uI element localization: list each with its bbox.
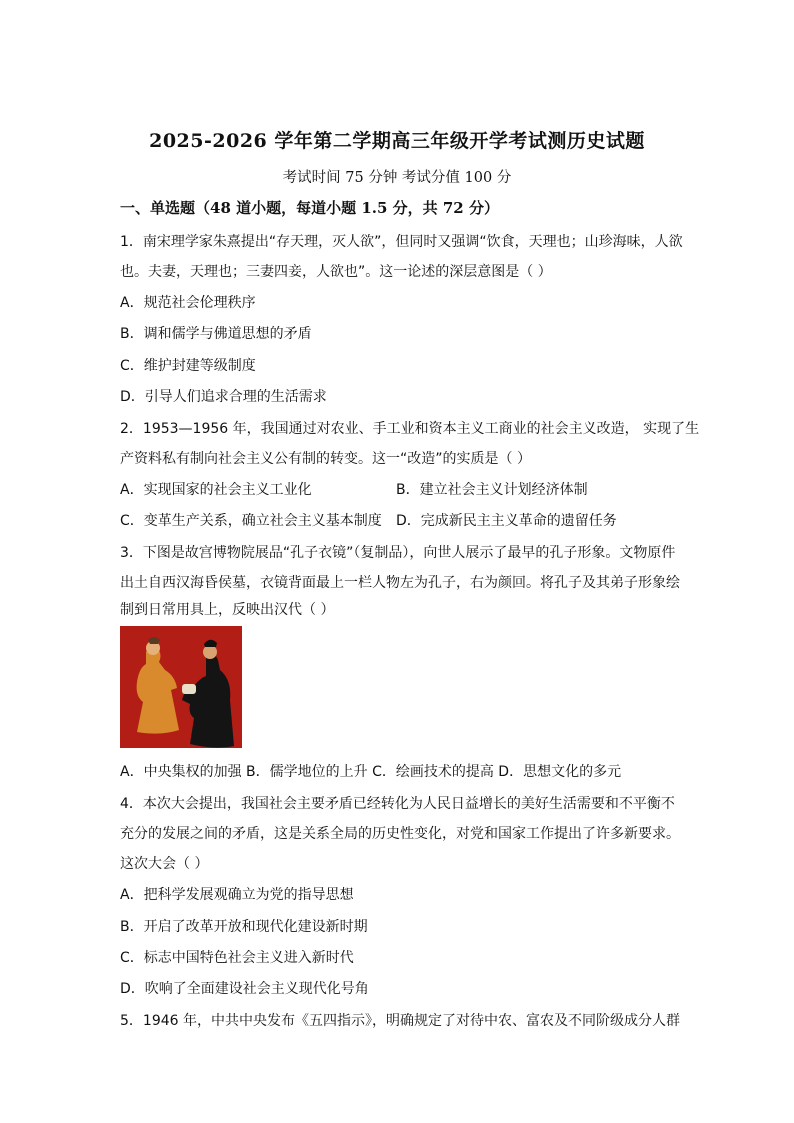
offered-object [182, 684, 196, 694]
q1-option-b: B．调和儒学与佛道思想的矛盾 [120, 326, 312, 342]
q3-options: A．中央集权的加强 B．儒学地位的上升 C．绘画技术的提高 D．思想文化的多元 [120, 764, 622, 780]
q3-stem-line2: 出土自西汉海昏侯墓，衣镜背面最上一栏人物左为孔子，右为颜回。将孔子及其弟子形象绘 [120, 575, 680, 591]
section-heading: 一、单选题（48 道小题，每道小题 1.5 分，共 72 分） [120, 199, 499, 217]
q1-option-a: A．规范社会伦理秩序 [120, 295, 256, 311]
q4-option-c: C．标志中国特色社会主义进入新时代 [120, 950, 354, 966]
q2-stem-line1: 2．1953—1956 年，我国通过对农业、手工业和资本主义工商业的社会主义改造， 实现了生 [120, 421, 700, 437]
q4-stem-line3: 这次大会（ ） [120, 856, 209, 872]
q3-stem-line3: 制到日常用具上，反映出汉代（ ） [120, 602, 335, 618]
q4-option-d: D．吹响了全面建设社会主义现代化号角 [120, 981, 369, 997]
q4-option-b: B．开启了改革开放和现代化建设新时期 [120, 919, 368, 935]
q1-stem-line1: 1．南宋理学家朱熹提出“存天理，灭人欲”，但同时又强调“饮食，天理也；山珍海味，人欲 [120, 234, 683, 250]
q2-option-a: A．实现国家的社会主义工业化 [120, 482, 312, 498]
q3-stem-line1: 3．下图是故宫博物院展品“孔子衣镜”（复制品），向世人展示了最早的孔子形象。文物原件 [120, 545, 676, 561]
yan-hui-head [203, 645, 217, 659]
q2-option-c: C．变革生产关系，确立社会主义基本制度 [120, 513, 382, 529]
q1-option-d: D．引导人们追求合理的生活需求 [120, 389, 327, 405]
q4-stem-line1: 4．本次大会提出，我国社会主要矛盾已经转化为人民日益增长的美好生活需要和不平衡不 [120, 796, 675, 812]
q4-option-a: A．把科学发展观确立为党的指导思想 [120, 887, 354, 903]
q1-option-c: C．维护封建等级制度 [120, 358, 256, 374]
q2-option-d: D．完成新民主主义革命的遗留任务 [396, 513, 617, 529]
q4-stem-line2: 充分的发展之间的矛盾，这是关系全局的历史性变化，对党和国家工作提出了许多新要求。 [120, 826, 680, 842]
q2-option-b: B．建立社会主义计划经济体制 [396, 482, 588, 498]
q5-stem-line1: 5．1946 年，中共中央发布《五四指示》，明确规定了对待中农、富农及不同阶级成分人群 [120, 1013, 680, 1029]
exam-subtitle: 考试时间 75 分钟 考试分值 100 分 [282, 170, 512, 186]
confucius-mirror-painting [120, 626, 242, 748]
q1-stem-line2: 也。夫妻，天理也；三妻四妾，人欲也”。这一论述的深层意图是（ ） [120, 264, 552, 280]
q2-stem-line2: 产资料私有制向社会主义公有制的转变。这一“改造”的实质是（ ） [120, 451, 531, 467]
exam-title: 2025-2026 学年第二学期高三年级开学考试测历史试题 [149, 130, 645, 152]
